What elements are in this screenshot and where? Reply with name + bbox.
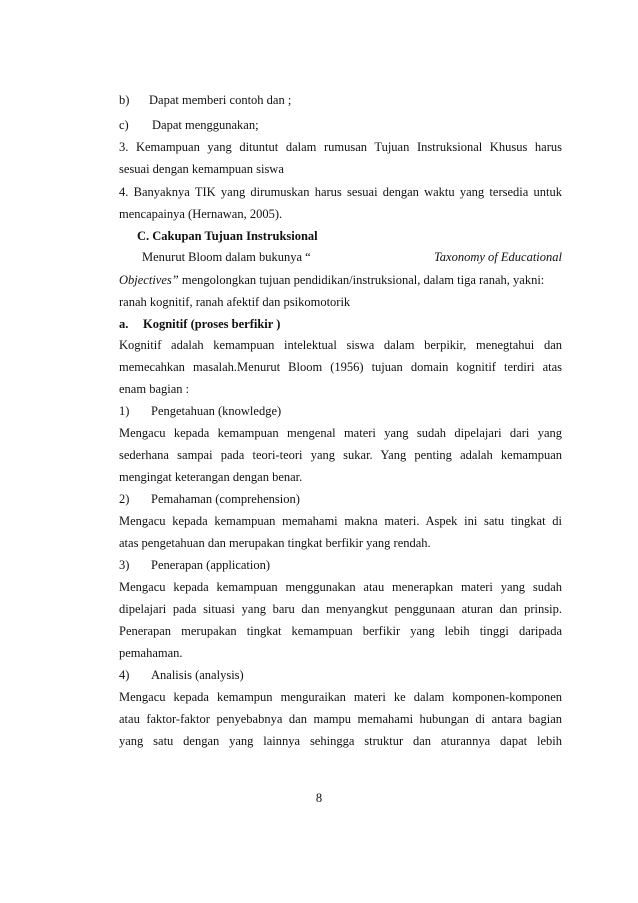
list-text: Dapat menggunakan;	[152, 118, 259, 132]
item-3-heading	[119, 557, 562, 573]
item-title: Analisis (analysis)	[151, 668, 244, 682]
paragraph-line: atau faktor-faktor penyebabnya dan mampu memahami hubungan di antara bagian	[119, 712, 562, 726]
paragraph-line: Kognitif adalah kemampuan intelektual siswa dalam berpikir, menegtahui dan	[119, 338, 562, 352]
paragraph-line: sederhana sampai pada teori-teori yang sukar. Yang penting adalah kemampuan	[119, 448, 562, 462]
item-marker: 3)	[119, 558, 130, 572]
intro-line-2	[119, 272, 562, 288]
paragraph-line: pemahaman.	[119, 646, 183, 660]
point-4-line-2: mencapainya (Hernawan, 2005).	[119, 207, 283, 221]
paragraph-line: enam bagian :	[119, 382, 190, 396]
list-marker: c)	[119, 118, 129, 132]
item-title: Pemahaman (comprehension)	[151, 492, 300, 506]
subheading-a	[119, 316, 562, 332]
item-1-heading	[119, 403, 562, 419]
list-text: Dapat memberi contoh dan ;	[149, 93, 292, 107]
item-title: Penerapan (application)	[151, 558, 271, 572]
item-marker: 2)	[119, 492, 130, 506]
item-title: Pengetahuan (knowledge)	[151, 404, 282, 418]
paragraph-line: dipelajari pada situasi yang baru dan menyangkut penggunaan aturan dan prinsip.	[119, 602, 562, 616]
paragraph-line: yang satu dengan yang lainnya sehingga struktur dan aturannya dapat lebih	[119, 734, 562, 748]
item-2-heading	[119, 491, 562, 507]
item-marker: 4)	[119, 668, 130, 682]
intro-line-1	[142, 249, 562, 265]
paragraph-line: Mengacu kepada kemampuan mengenal materi yang sudah dipelajari dari yang	[119, 426, 562, 440]
item-marker: 1)	[119, 404, 130, 418]
paragraph-line: mengingat keterangan dengan benar.	[119, 470, 303, 484]
point-3-line-1: 3. Kemampuan yang dituntut dalam rumusan Tujuan Instruksional Khusus harus	[119, 140, 562, 154]
book-title-part-1: Taxonomy of Educational	[433, 250, 562, 264]
intro-line-3: ranah kognitif, ranah afektif dan psikomotorik	[119, 295, 351, 309]
section-heading-c: C. Cakupan Tujuan Instruksional	[137, 229, 318, 243]
paragraph-line: Penerapan merupakan tingkat kemampuan berfikir yang lebih tinggi daripada	[119, 624, 562, 638]
subheading-text: Kognitif (proses berfikir )	[143, 317, 281, 331]
paragraph-line: atas pengetahuan dan merupakan tingkat berfikir yang rendah.	[119, 536, 431, 550]
list-item-b	[119, 92, 562, 108]
paragraph-line: Mengacu kepada kemampuan menggunakan atau menerapkan materi yang sudah	[119, 580, 562, 594]
paragraph-line: Mengacu kepada kemampuan memahami makna materi. Aspek ini satu tingkat di	[119, 514, 562, 528]
paragraph-line: Mengacu kepada kemampun menguraikan materi ke dalam komponen-komponen	[119, 690, 562, 704]
page-number: 8	[315, 791, 323, 805]
intro-text: Menurut Bloom dalam bukunya “	[142, 250, 311, 264]
paragraph-line: memecahkan masalah.Menurut Bloom (1956) tujuan domain kognitif terdiri atas	[119, 360, 562, 374]
item-4-heading	[119, 667, 562, 683]
book-title-part-2: Objectives”	[119, 273, 179, 287]
point-3-line-2: sesuai dengan kemampuan siswa	[119, 162, 284, 176]
list-marker: b)	[119, 93, 130, 107]
point-4-line-1: 4. Banyaknya TIK yang dirumuskan harus sesuai dengan waktu yang tersedia untuk	[119, 185, 562, 199]
intro-text: mengolongkan tujuan pendidikan/instruksional, dalam tiga ranah, yakni:	[178, 273, 545, 287]
subheading-marker: a.	[119, 317, 129, 331]
list-item-c	[119, 117, 562, 133]
